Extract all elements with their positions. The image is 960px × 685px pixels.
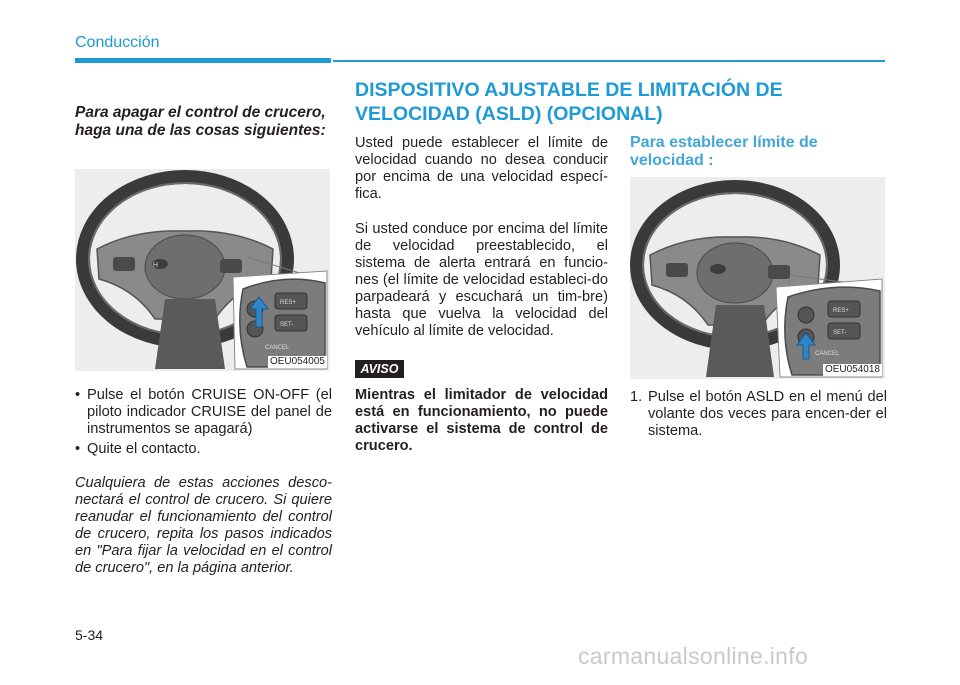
cancel-label: CANCEL	[815, 351, 840, 357]
steering-wheel-figure-1	[75, 169, 330, 371]
step-text: Pulse el botón ASLD en el menú del volante dos veces para encen-der el sistema.	[648, 389, 887, 439]
header-rule-thin	[333, 60, 885, 62]
step-number: 1.	[630, 389, 643, 405]
cruise-off-heading: Para apagar el control de crucero, haga una de las cosas siguientes:	[75, 104, 326, 139]
warning-text: Mientras el limitador de velocidad está en funcionamiento, no puede activarse el sistema de control de crucero.	[355, 387, 608, 454]
watermark: carmanualsonline.info	[578, 643, 809, 669]
step-item	[630, 389, 887, 440]
cancel-label: CANCEL	[265, 345, 290, 351]
res-label: RES+	[833, 308, 849, 314]
figure-code: OEU054018	[824, 364, 880, 375]
steering-wheel-figure-2	[630, 177, 885, 379]
paragraph: Si usted conduce por encima del límite de velocidad preestablecido, el sistema de alerta entrará en funcio-nes (el límite de velocidad estableci-do parpadeará y escuchará un tim-bre) hasta que vuelva la velocidad del vehículo al límite de velocidad.	[355, 221, 608, 339]
res-label: RES+	[280, 300, 296, 306]
set-label: SET-	[280, 322, 294, 328]
page-number: 5-34	[75, 627, 104, 643]
set-label: SET-	[833, 330, 847, 336]
bullet-list	[75, 387, 332, 458]
page-title: DISPOSITIVO AJUSTABLE DE LIMITACIÓN DE VELOCIDAD (ASLD) (OPCIONAL)	[355, 79, 783, 125]
list-item: • Quite el contacto.	[75, 441, 201, 457]
list-item: • Pulse el botón CRUISE ON-OFF (el piloto indicador CRUISE del panel de instrumentos se apagará)	[75, 387, 332, 437]
header-rule-thick	[75, 58, 331, 63]
note-text: Cualquiera de estas acciones desco-nectará el control de crucero. Si quiere reanudar el funcionamiento del control de crucero, repita los pasos indicados en "Para fijar la velocidad en el control de crucero", en la página anterior.	[75, 475, 332, 576]
figure-code: OEU054005	[269, 356, 325, 367]
subsection-heading: Para establecer límite de velocidad :	[630, 134, 818, 169]
paragraph: Usted puede establecer el límite de velocidad cuando no desea conducir por encima de una velocidad especí-fica.	[355, 135, 608, 202]
svg-text:H: H	[153, 262, 159, 269]
steering-wheel-illustration	[630, 177, 885, 379]
aviso-badge: AVISO	[355, 360, 404, 378]
section-title: Conducción	[75, 34, 160, 51]
steering-wheel-illustration	[75, 169, 330, 371]
